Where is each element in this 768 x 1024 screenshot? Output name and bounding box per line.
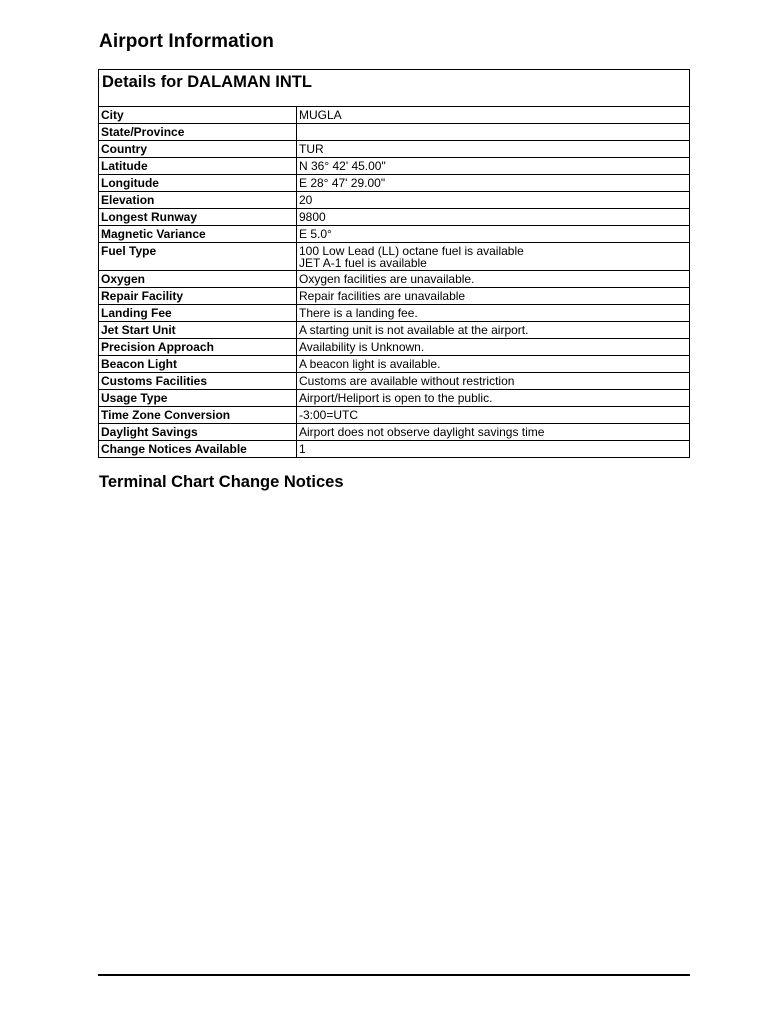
row-value-line: TUR — [299, 142, 324, 156]
row-label: Longitude — [99, 175, 297, 192]
row-value-line: MUGLA — [299, 108, 342, 122]
table-row — [99, 288, 689, 305]
table-row — [99, 407, 689, 424]
row-label: Oxygen — [99, 271, 297, 288]
row-value — [297, 339, 690, 356]
row-value — [297, 305, 690, 322]
row-label: City — [99, 107, 297, 124]
row-value — [297, 243, 690, 271]
row-label: Change Notices Available — [99, 441, 297, 458]
row-value — [297, 192, 690, 209]
row-value — [297, 158, 690, 175]
footer-divider — [98, 974, 690, 976]
table-row — [99, 424, 689, 441]
row-value — [297, 407, 690, 424]
row-label: Latitude — [99, 158, 297, 175]
table-row — [99, 441, 689, 458]
table-row — [99, 107, 689, 124]
table-row — [99, 209, 689, 226]
row-value-line: -3:00=UTC — [299, 408, 359, 422]
row-label: Precision Approach — [99, 339, 297, 356]
row-value — [297, 141, 690, 158]
row-label: Customs Facilities — [99, 373, 297, 390]
row-value-line: E 5.0° — [299, 227, 332, 241]
row-label: Jet Start Unit — [99, 322, 297, 339]
row-value — [297, 424, 690, 441]
row-value — [297, 390, 690, 407]
row-value-line: N 36° 42' 45.00" — [299, 159, 386, 173]
table-row — [99, 322, 689, 339]
row-value — [297, 175, 690, 192]
change-notices-title: Terminal Chart Change Notices — [99, 473, 344, 491]
row-value — [297, 356, 690, 373]
row-value-line: Availability is Unknown. — [299, 340, 425, 354]
row-value — [297, 288, 690, 305]
table-row — [99, 390, 689, 407]
info-rows — [99, 107, 689, 457]
row-value-line: 20 — [299, 193, 313, 207]
row-value-line: E 28° 47' 29.00" — [299, 176, 386, 190]
row-value — [297, 124, 690, 141]
row-value-line: There is a landing fee. — [299, 306, 418, 320]
table-row — [99, 373, 689, 390]
row-value — [297, 226, 690, 243]
row-label: Elevation — [99, 192, 297, 209]
row-label: Landing Fee — [99, 305, 297, 322]
table-row — [99, 305, 689, 322]
page-title: Airport Information — [99, 31, 274, 52]
row-value — [297, 373, 690, 390]
row-value-line: Oxygen facilities are unavailable. — [299, 272, 475, 286]
row-value-line: 1 — [299, 442, 306, 456]
row-value-line: Airport/Heliport is open to the public. — [299, 391, 493, 405]
row-label: Longest Runway — [99, 209, 297, 226]
row-label: Beacon Light — [99, 356, 297, 373]
row-value-line: Repair facilities are unavailable — [299, 289, 466, 303]
table-row — [99, 141, 689, 158]
row-value — [297, 209, 690, 226]
row-label: Magnetic Variance — [99, 226, 297, 243]
row-label: Usage Type — [99, 390, 297, 407]
row-label: State/Province — [99, 124, 297, 141]
airport-details-table — [98, 69, 690, 458]
table-row — [99, 243, 689, 271]
table-row — [99, 192, 689, 209]
row-value-line: Customs are available without restriction — [299, 374, 515, 388]
row-value — [297, 441, 690, 458]
details-header: Details for DALAMAN INTL — [99, 70, 689, 107]
table-row — [99, 158, 689, 175]
row-label: Fuel Type — [99, 243, 297, 271]
table-row — [99, 339, 689, 356]
table-row — [99, 271, 689, 288]
row-value-line: A starting unit is not available at the airport. — [299, 323, 529, 337]
row-value-line: 9800 — [299, 210, 326, 224]
table-row — [99, 175, 689, 192]
row-value — [297, 271, 690, 288]
row-value-line: Airport does not observe daylight savings time — [299, 425, 545, 439]
table-row — [99, 226, 689, 243]
row-value — [297, 322, 690, 339]
table-row — [99, 356, 689, 373]
row-value-line: A beacon light is available. — [299, 357, 441, 371]
row-label: Time Zone Conversion — [99, 407, 297, 424]
info-table — [99, 107, 689, 457]
row-label: Daylight Savings — [99, 424, 297, 441]
table-row — [99, 124, 689, 141]
row-label: Repair Facility — [99, 288, 297, 305]
row-value — [297, 107, 690, 124]
row-label: Country — [99, 141, 297, 158]
row-value-line: JET A-1 fuel is available — [299, 256, 427, 270]
row-value-line: 100 Low Lead (LL) octane fuel is available — [299, 244, 524, 258]
